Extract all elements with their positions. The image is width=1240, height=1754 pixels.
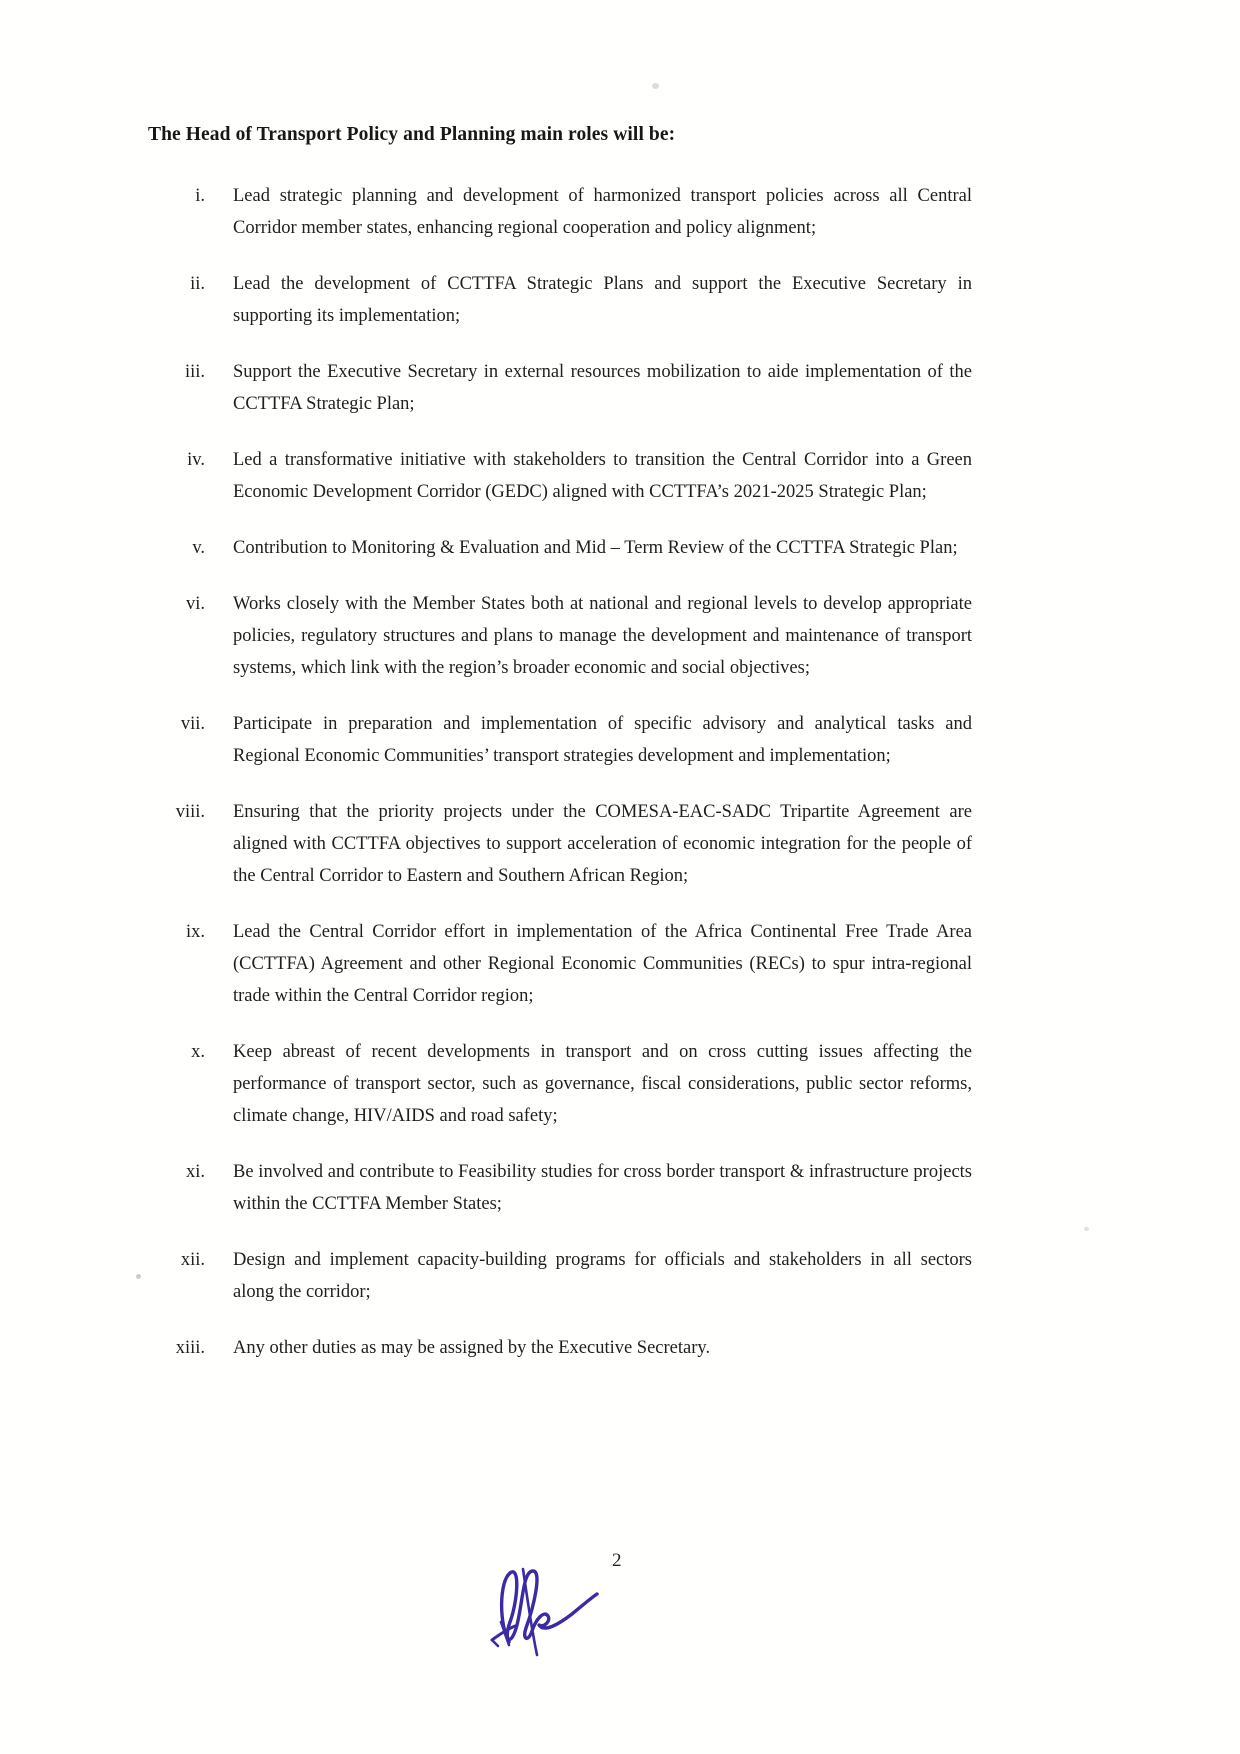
scan-speck bbox=[136, 1274, 141, 1279]
list-item bbox=[148, 268, 972, 332]
item-numeral: xiii. bbox=[175, 1338, 205, 1358]
item-text: Lead the development of CCTTFA Strategic Plans and support the Executive Secretary in supporting its implementation; bbox=[233, 274, 972, 326]
list-item bbox=[148, 588, 972, 684]
list-item bbox=[148, 444, 972, 508]
list-item bbox=[148, 1244, 972, 1308]
item-numeral: i. bbox=[195, 186, 205, 206]
list-item bbox=[148, 180, 972, 244]
signature-scribble bbox=[473, 1558, 638, 1673]
signature-stroke-loops bbox=[502, 1571, 597, 1642]
list-item bbox=[148, 708, 972, 772]
list-item bbox=[148, 1156, 972, 1220]
signature-stroke-descender bbox=[523, 1569, 537, 1655]
list-item bbox=[148, 532, 972, 564]
item-numeral: x. bbox=[191, 1042, 205, 1062]
item-text: Ensuring that the priority projects under the COMESA-EAC-SADC Tripartite Agreement are aligned with CCTTFA objectives to support acceleration of economic integration for the people of the Central Corridor to Eastern and Southern African Region; bbox=[233, 802, 972, 886]
item-text: Support the Executive Secretary in external resources mobilization to aide implementation of the CCTTFA Strategic Plan; bbox=[233, 362, 972, 414]
item-numeral: ix. bbox=[185, 922, 205, 942]
item-numeral: v. bbox=[192, 538, 205, 558]
item-numeral: ii. bbox=[190, 274, 205, 294]
item-numeral: vii. bbox=[180, 714, 205, 734]
scan-speck bbox=[1084, 1227, 1089, 1231]
scan-speck bbox=[652, 83, 659, 89]
item-numeral: iv. bbox=[187, 450, 205, 470]
item-numeral: xii. bbox=[180, 1250, 205, 1270]
item-text: Any other duties as may be assigned by the Executive Secretary. bbox=[233, 1338, 711, 1358]
item-text: Contribution to Monitoring & Evaluation and Mid – Term Review of the CCTTFA Strategic Plan; bbox=[233, 538, 958, 558]
item-text: Led a transformative initiative with stakeholders to transition the Central Corridor into a Green Economic Development Corridor (GEDC) aligned with CCTTFA’s 2021-2025 Strategic Plan; bbox=[233, 450, 972, 502]
item-numeral: vi. bbox=[185, 594, 205, 614]
page-title: The Head of Transport Policy and Planning main roles will be: bbox=[148, 124, 676, 145]
role-list bbox=[148, 180, 972, 1364]
signature-stroke-tick bbox=[492, 1640, 498, 1646]
item-text: Keep abreast of recent developments in transport and on cross cutting issues affecting the performance of transport sector, such as governance, fiscal considerations, public sector reforms, climate change, HIV/AIDS and road safety; bbox=[233, 1042, 972, 1126]
item-text: Be involved and contribute to Feasibility studies for cross border transport & infrastructure projects within the CCTTFA Member States; bbox=[233, 1162, 972, 1214]
list-item bbox=[148, 916, 972, 1012]
document-body bbox=[148, 122, 972, 1388]
item-text: Lead the Central Corridor effort in implementation of the Africa Continental Free Trade Area (CCTTFA) Agreement and other Regional Economic Communities (RECs) to spur intra-regional trade within the Central Corridor region; bbox=[233, 922, 972, 1006]
item-numeral: viii. bbox=[175, 802, 205, 822]
item-text: Works closely with the Member States both at national and regional levels to develop appropriate policies, regulatory structures and plans to manage the development and maintenance of transport systems, which link with the region’s broader economic and social objectives; bbox=[233, 594, 972, 678]
list-item bbox=[148, 1036, 972, 1132]
list-item bbox=[148, 1332, 972, 1364]
item-numeral: iii. bbox=[184, 362, 205, 382]
item-text: Lead strategic planning and development of harmonized transport policies across all Central Corridor member states, enhancing regional cooperation and policy alignment; bbox=[233, 186, 972, 238]
item-text: Design and implement capacity-building programs for officials and stakeholders in all sectors along the corridor; bbox=[233, 1250, 972, 1302]
list-item bbox=[148, 356, 972, 420]
list-item bbox=[148, 796, 972, 892]
item-numeral: xi. bbox=[185, 1162, 205, 1182]
page-number: 2 bbox=[612, 1550, 622, 1571]
item-text: Participate in preparation and implementation of specific advisory and analytical tasks and Regional Economic Communities’ transport strategies development and implementation; bbox=[233, 714, 972, 766]
